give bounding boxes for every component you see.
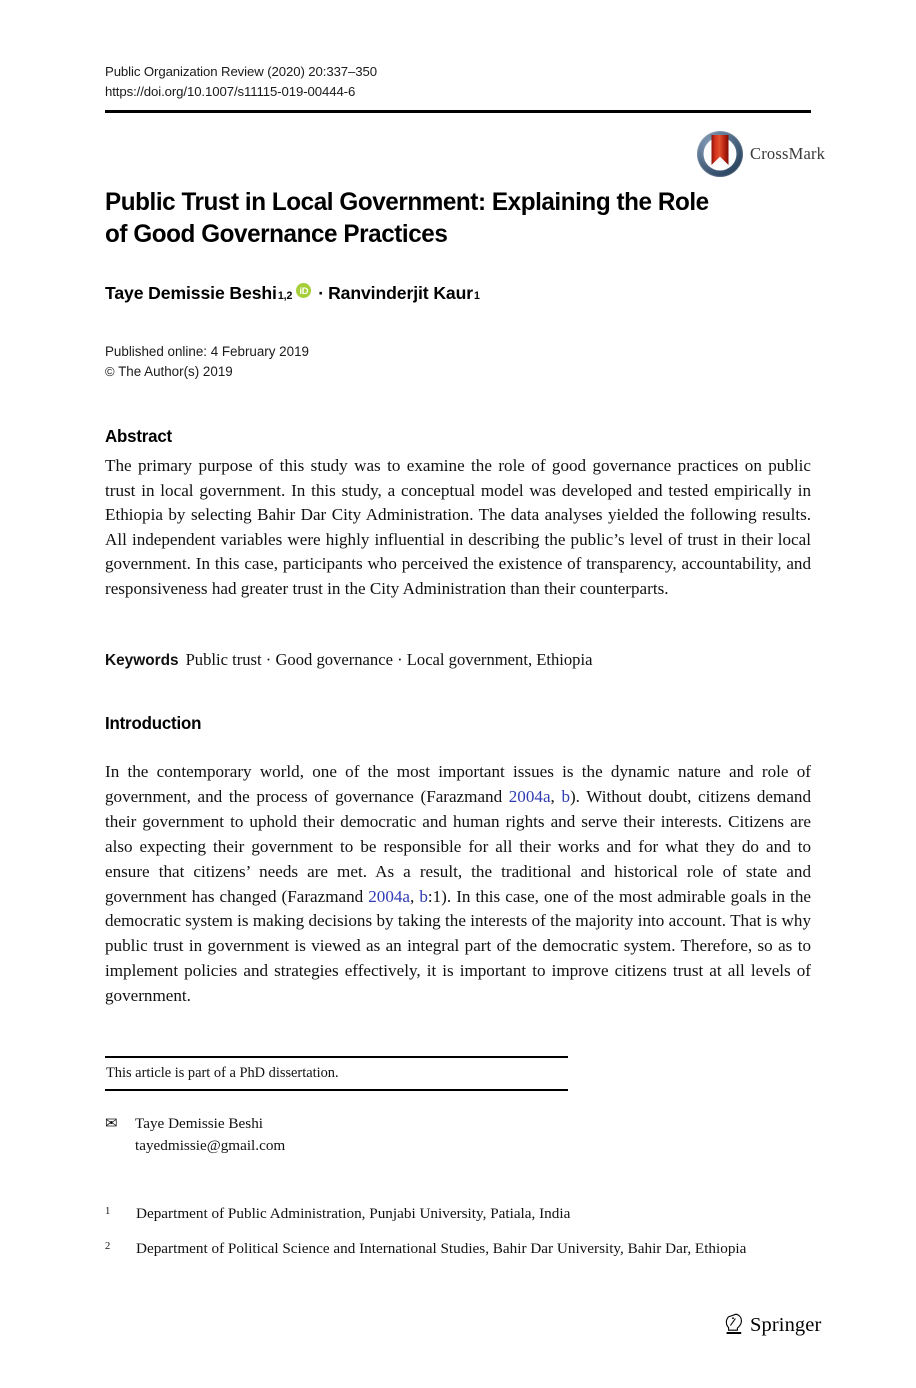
intro-text-mid-1: , [550, 786, 562, 806]
author-name-primary[interactable]: Taye Demissie Beshi [105, 283, 277, 303]
affiliations-list [105, 1203, 811, 1272]
introduction-section [105, 712, 811, 1009]
crossmark-stamp[interactable] [697, 131, 825, 177]
copyright-line [105, 362, 309, 382]
springer-knight-icon [724, 1313, 745, 1337]
affiliation-item [105, 1238, 811, 1261]
abstract-heading: Abstract [105, 426, 172, 446]
orcid-id-icon[interactable] [296, 283, 311, 298]
crossmark-label: CrossMark [750, 144, 826, 163]
keywords-label: Keywords [105, 652, 179, 669]
corresponding-author-block [105, 1113, 811, 1158]
citation-link-farazmand-b[interactable]: b [561, 786, 570, 806]
corresponding-author-name: Taye Demissie Beshi [135, 1114, 264, 1132]
published-online-date: Published online: 4 February 2019 [105, 344, 309, 359]
corresponding-author-lines [135, 1113, 285, 1158]
abstract-text: The primary purpose of this study was to examine the role of good governance practices on public trust in local government. In this study, a conceptual model was developed and tested empirically in Ethiopia by selecting Bahir Dar City Administration. The data analyses yielded the following results. All independent variables were highly influential in describing the public’s level of trust in their local government. In this case, participants who perceived the existence of transparency, accountability, and responsiveness had greater trust in the City Administration than their counterparts. [105, 456, 811, 598]
affiliation-item [105, 1203, 811, 1226]
intro-text-mid-2: , [410, 886, 420, 906]
affiliation-number: 2 [105, 1240, 111, 1252]
footnote-bottom-rule [105, 1089, 568, 1091]
publication-info [105, 342, 309, 382]
keywords-section [105, 648, 811, 672]
affiliation-text: Department of Public Administration, Punjabi University, Patiala, India [136, 1205, 571, 1222]
author-name-secondary[interactable]: Ranvinderjit Kaur [328, 283, 474, 303]
footnote-dissertation-note: This article is part of a PhD dissertation. [106, 1065, 339, 1081]
envelope-icon: ✉ [105, 1115, 118, 1132]
author-separator: · [318, 283, 325, 303]
journal-citation-line: Public Organization Review (2020) 20:337–350 [105, 64, 377, 79]
intro-text-part-3: :1). In this case, one of the most admirable goals in the democratic system is making decisions by taking the interests of the majority into account. That is why public trust in government is viewed as an integral part of the democratic system. Therefore, so as to implement policies and strategies effectively, it is important to improve citizens trust at all levels of government. [105, 886, 812, 1006]
intro-text-part-1: In the contemporary world, one of the most important issues is the dynamic nature and role of government, and the process of governance (Farazmand [105, 762, 811, 806]
intro-text-part-2: ). Without doubt, citizens demand their government to uphold their democratic and human rights and serve their interests. Citizens are also expecting their government to be responsible for all their works and for what they do and to ensure that citizens’ needs are met. As a result, the traditional and historical role of state and government has changed (Farazmand [105, 786, 811, 906]
introduction-paragraph [105, 760, 811, 1009]
crossmark-badge-icon [697, 131, 743, 177]
journal-doi-line[interactable]: https://doi.org/10.1007/s11115-019-00444-6 [105, 83, 356, 99]
introduction-heading: Introduction [105, 713, 202, 733]
citation-link-farazmand-b-second[interactable]: b [419, 886, 428, 906]
springer-wordmark: Springer [750, 1313, 822, 1336]
orcid-icon-text: iD [299, 285, 309, 296]
affiliation-number: 1 [105, 1206, 111, 1217]
springer-logo [724, 1313, 821, 1337]
header-divider-rule [105, 110, 811, 113]
citation-link-farazmand-2004a-second[interactable]: 2004a [368, 886, 411, 906]
page-title: Public Trust in Local Government: Explaining the Role of Good Governance Practices [105, 188, 709, 248]
copyright-text: The Author(s) 2019 [118, 364, 233, 379]
copyright-icon: © [105, 364, 115, 379]
affiliation-text: Department of Political Science and International Studies, Bahir Dar University, Bahir Dar, Ethiopia [136, 1239, 747, 1257]
footnote-area [105, 1056, 811, 1158]
keywords-values: Public trust · Good governance · Local government, Ethiopia [185, 650, 593, 669]
abstract-section [105, 425, 811, 602]
journal-header [105, 62, 811, 101]
citation-link-farazmand-2004a[interactable]: 2004a [508, 786, 551, 806]
corresponding-author-email[interactable]: tayedmissie@gmail.com [135, 1137, 286, 1155]
author-line: Taye Demissie Beshi 1,2 iD · Ranvinderjit Kaur 1 [105, 283, 480, 303]
